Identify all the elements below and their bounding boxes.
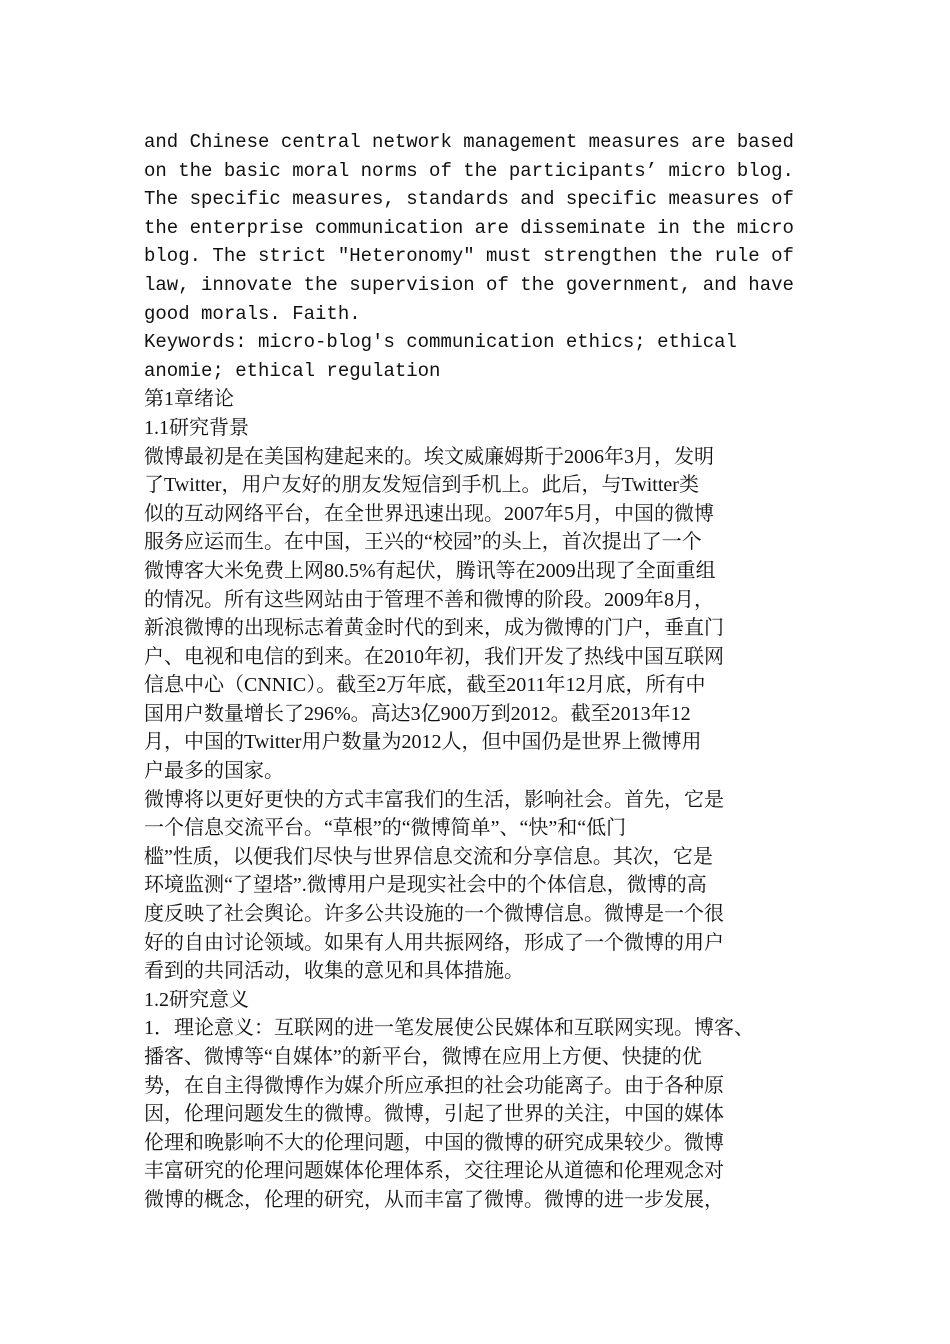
abstract-line: the enterprise communication are disseminate in the micro — [144, 216, 794, 239]
paragraph-line: 一个信息交流平台。“草根”的“微博简单”、“快”和“低门 — [144, 817, 627, 840]
paragraph-line: 伦理和晚影响不大的伦理问题，中国的微博的研究成果较少。微博 — [144, 1131, 724, 1154]
paragraph-line: 的情况。所有这些网站由于管理不善和微博的阶段。2009年8月， — [144, 588, 714, 611]
paragraph-line: 国用户数量增长了296%。高达3亿900万到2012。截至2013年12 — [144, 702, 691, 725]
abstract-paragraph — [144, 128, 824, 328]
paragraph-line: 微博将以更好更快的方式丰富我们的生活，影响社会。首先，它是 — [144, 788, 724, 811]
chapter-title: 第1章绪论 — [144, 388, 234, 411]
paragraph-line: 信息中心（CNNIC）。截至2万年底，截至2011年12月底，所有中 — [144, 674, 706, 697]
paragraph-line: 播客、微博等“自媒体”的新平台，微博在应用上方便、快捷的优 — [144, 1046, 702, 1068]
abstract-line: The specific measures, standards and specific measures of — [144, 188, 794, 211]
body-paragraph — [144, 786, 824, 986]
keywords-line: Keywords: micro-blog's communication ethics; ethical — [144, 331, 737, 354]
paragraph-line: 微博客大米免费上网80.5%有起伏，腾讯等在2009出现了全面重组 — [144, 559, 716, 582]
abstract-line: law, innovate the supervision of the government, and have — [144, 273, 794, 296]
keywords — [144, 328, 824, 385]
body-paragraph — [144, 443, 824, 786]
abstract-line: good morals. Faith. — [144, 302, 361, 325]
paragraph-line: 服务应运而生。在中国，王兴的“校园”的头上，首次提出了一个 — [144, 531, 702, 554]
paragraph-line: 环境监测“了望塔”.微博用户是现实社会中的个体信息，微博的高 — [144, 874, 707, 897]
paragraph-line: 似的互动网络平台，在全世界迅速出现。2007年5月，中国的微博 — [144, 502, 714, 525]
paragraph-line: 微博的概念，伦理的研究，从而丰富了微博。微博的进一步发展， — [144, 1188, 724, 1211]
paragraph-line: 户最多的国家。 — [144, 760, 284, 783]
paragraph-line: 月，中国的Twitter用户数量为2012人，但中国仍是世界上微博用 — [144, 731, 702, 754]
paragraph-line: 槛”性质，以便我们尽快与世界信息交流和分享信息。其次，它是 — [144, 845, 713, 868]
paragraph-line: 户、电视和电信的到来。在2010年初，我们开发了热线中国互联网 — [144, 645, 724, 668]
paragraph-line: 新浪微博的出现标志着黄金时代的到来，成为微博的门户，垂直门 — [144, 617, 724, 640]
section-title: 1.2研究意义 — [144, 988, 249, 1011]
paragraph-line: 好的自由讨论领域。如果有人用共振网络，形成了一个微博的用户 — [144, 931, 724, 954]
abstract-line: and Chinese central network management measures are based — [144, 131, 794, 153]
paragraph-line: 了Twitter，用户友好的朋友发短信到手机上。此后，与Twitter类 — [144, 474, 699, 497]
abstract-line: blog. The strict "Heteronomy" must strengthen the rule of — [144, 245, 794, 268]
section-title: 1.1研究背景 — [144, 416, 249, 439]
paragraph-line: 因，伦理问题发生的微博。微博，引起了世界的关注，中国的媒体 — [144, 1103, 724, 1126]
abstract-line: on the basic moral norms of the participants’ micro blog. — [144, 159, 794, 182]
paragraph-line: 微博最初是在美国构建起来的。埃文威廉姆斯于2006年3月，发明 — [144, 445, 714, 468]
paragraph-line: 1．理论意义：互联网的进一笔发展使公民媒体和互联网实现。博客、 — [144, 1017, 754, 1040]
body-paragraph — [144, 1014, 824, 1214]
paragraph-line: 度反映了社会舆论。许多公共设施的一个微博信息。微博是一个很 — [144, 903, 724, 926]
paragraph-line: 看到的共同活动，收集的意见和具体措施。 — [144, 960, 524, 983]
paragraph-line: 丰富研究的伦理问题媒体伦理体系，交往理论从道德和伦理观念对 — [144, 1160, 724, 1183]
keywords-line: anomie; ethical regulation — [144, 359, 441, 382]
paragraph-line: 势，在自主得微博作为媒介所应承担的社会功能离子。由于各种原 — [144, 1074, 724, 1097]
document-body — [144, 128, 824, 1215]
